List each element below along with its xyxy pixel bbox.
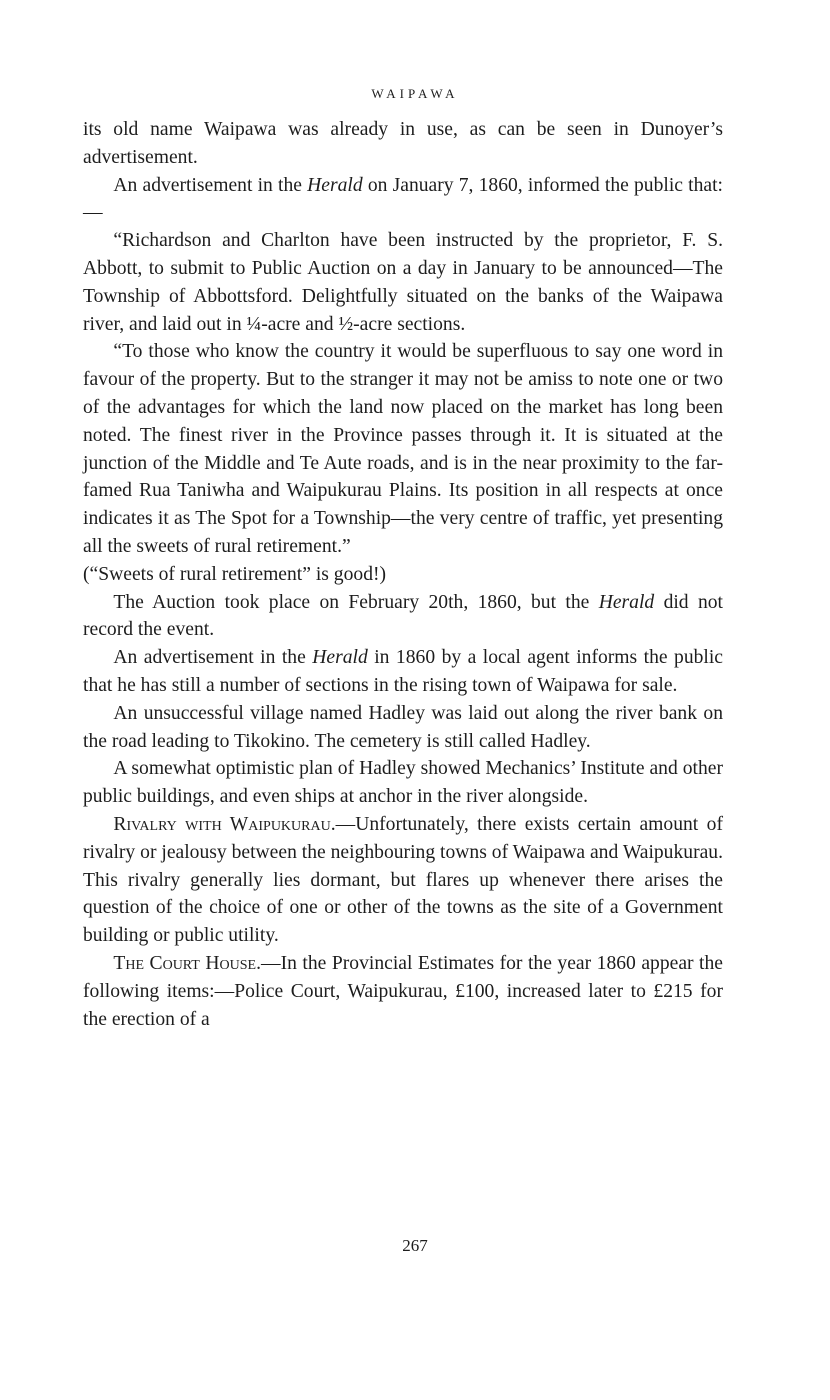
paragraph: The Auction took place on February 20th, 1860, but the Herald did not record the event. <box>83 591 723 641</box>
paragraph: Rivalry with Waipukurau.—Unfortunately, there exists certain amount of rivalry or jealousy between the neighbouring towns of Waipawa and Waipukurau. This rivalry generally lies dormant, but flares up whenever there arises the question of the choice of one or other of the towns as the site of a Government building or public utility. <box>83 813 723 947</box>
body-text <box>83 116 723 1033</box>
paragraph: An advertisement in the Herald on January 7, 1860, informed the public that:— <box>83 174 723 224</box>
section-heading: The Court House. <box>113 952 261 974</box>
paragraph: An unsuccessful village named Hadley was laid out along the river bank on the road leading to Tikokino. The cemetery is still called Hadley. <box>83 702 723 752</box>
running-head: WAIPAWA <box>371 86 459 101</box>
paragraph: (“Sweets of rural retirement” is good!) <box>83 563 387 585</box>
herald-title: Herald <box>307 174 363 196</box>
paragraph: A somewhat optimistic plan of Hadley showed Mechanics’ Institute and other public buildings, and even ships at anchor in the river alongside. <box>83 758 723 808</box>
section-heading: Rivalry with Waipukurau. <box>113 813 336 835</box>
herald-title: Herald <box>312 647 368 669</box>
paragraph: The Court House.—In the Provincial Estimates for the year 1860 appear the following items:—Police Court, Waipukurau, £100, increased later to £215 for the erection of a <box>83 952 723 1030</box>
paragraph: its old name Waipawa was already in use, as can be seen in Dunoyer’s advertisement. <box>83 119 723 168</box>
paragraph: “Richardson and Charlton have been instructed by the proprietor, F. S. Abbott, to submit to Public Auction on a day in January to be announced—The Township of Abbottsford. Delightfully situated on the banks of the Waipawa river, and laid out in ¼-acre and ½-acre sections. <box>83 230 723 335</box>
paragraph: “To those who know the country it would be superfluous to say one word in favour of the property. But to the stranger it may not be amiss to note one or two of the advantages for which the land now placed on the market has long been noted. The finest river in the Province passes through it. It is situated at the junction of the Middle and Te Aute roads, and is in the near proximity to the far-famed Rua Taniwha and Waipukurau Plains. Its position in all respects at once indicates it as The Spot for a Township—the very centre of traffic, yet presenting all the sweets of rural retirement.” <box>83 341 723 557</box>
herald-title: Herald <box>598 591 655 613</box>
page-number: 267 <box>402 1236 428 1255</box>
paragraph: An advertisement in the Herald in 1860 by a local agent informs the public that he has still a number of sections in the rising town of Waipawa for sale. <box>83 647 723 696</box>
